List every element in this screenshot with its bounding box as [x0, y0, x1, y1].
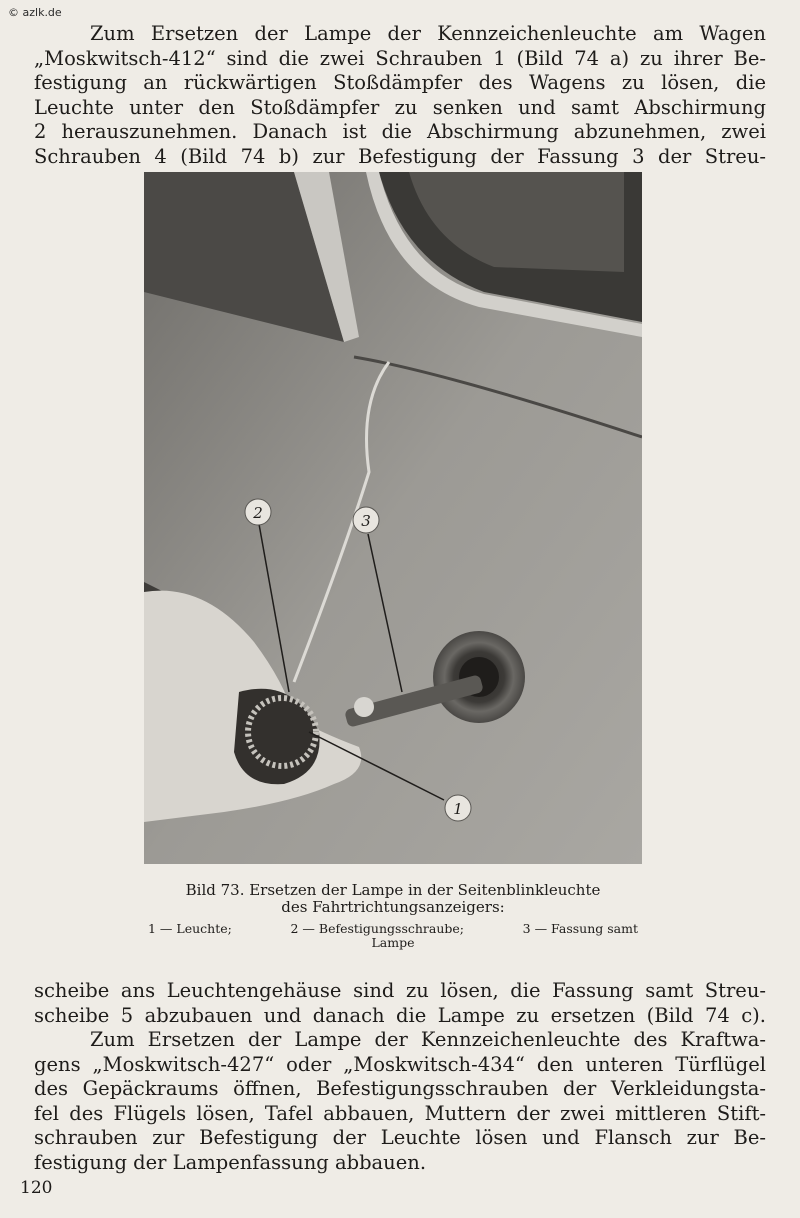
- watermark: © azlk.de: [8, 6, 62, 19]
- figure-photo: [144, 172, 642, 864]
- text-line: Zum Ersetzen der Lampe der Kennzeichenleuchte am Wagen: [90, 22, 766, 45]
- text-line: festigung der Lampenfassung abbauen.: [34, 1150, 427, 1174]
- text-line: festigung an rückwärtigen Stoßdämpfer des Wagens zu lösen, die: [34, 71, 766, 94]
- legend-item: 3 — Fassung samt: [522, 921, 638, 936]
- legend-item: Lampe: [371, 935, 415, 950]
- legend-item: 2 — Befestigungsschraube;: [290, 921, 465, 936]
- svg-text:3: 3: [361, 512, 371, 530]
- caption-line: Bild 73. Ersetzen der Lampe in der Seitenblinkleuchte: [185, 881, 601, 899]
- caption-line: des Fahrtrichtungsanzeigers:: [281, 898, 505, 916]
- text-line: „Moskwitsch-412“ sind die zwei Schrauben 1 (Bild 74 a) zu ihrer Be-: [34, 46, 766, 70]
- text-line: scheibe 5 abzubauen und danach die Lampe zu ersetzen (Bild 74 c).: [34, 1003, 766, 1027]
- figure-legend: [144, 922, 642, 950]
- bottom-paragraph: [34, 979, 766, 1175]
- text-line: Zum Ersetzen der Lampe der Kennzeichenleuchte des Kraftwa-: [90, 1028, 766, 1051]
- text-line: Schrauben 4 (Bild 74 b) zur Befestigung der Fassung 3 der Streu-: [34, 144, 766, 168]
- car-lamp-photo: [144, 172, 642, 864]
- callout-1: [445, 795, 471, 821]
- callout-2: [245, 499, 271, 525]
- text-line: scheibe ans Leuchtengehäuse sind zu lösen, die Fassung samt Streu-: [34, 979, 766, 1002]
- text-line: 2 herauszunehmen. Danach ist die Abschirmung abzunehmen, zwei: [34, 120, 766, 143]
- callout-3: [353, 507, 379, 533]
- top-paragraph: [34, 22, 766, 169]
- text-line: des Gepäckraums öffnen, Befestigungsschrauben der Verkleidungsta-: [34, 1077, 766, 1100]
- svg-text:2: 2: [253, 504, 263, 522]
- legend-item: 1 — Leuchte;: [148, 921, 232, 936]
- text-line: gens „Moskwitsch-427“ oder „Moskwitsch-434“ den unteren Türflügel: [34, 1052, 766, 1076]
- text-line: fel des Flügels lösen, Tafel abbauen, Muttern der zwei mittleren Stift-: [34, 1101, 766, 1125]
- figure-caption: [144, 882, 642, 916]
- text-line: Leuchte unter den Stoßdämpfer zu senken und samt Abschirmung: [34, 95, 766, 119]
- page-number: 120: [20, 1178, 53, 1198]
- text-line: schrauben zur Befestigung der Leuchte lösen und Flansch zur Be-: [34, 1126, 766, 1149]
- svg-text:1: 1: [453, 800, 463, 818]
